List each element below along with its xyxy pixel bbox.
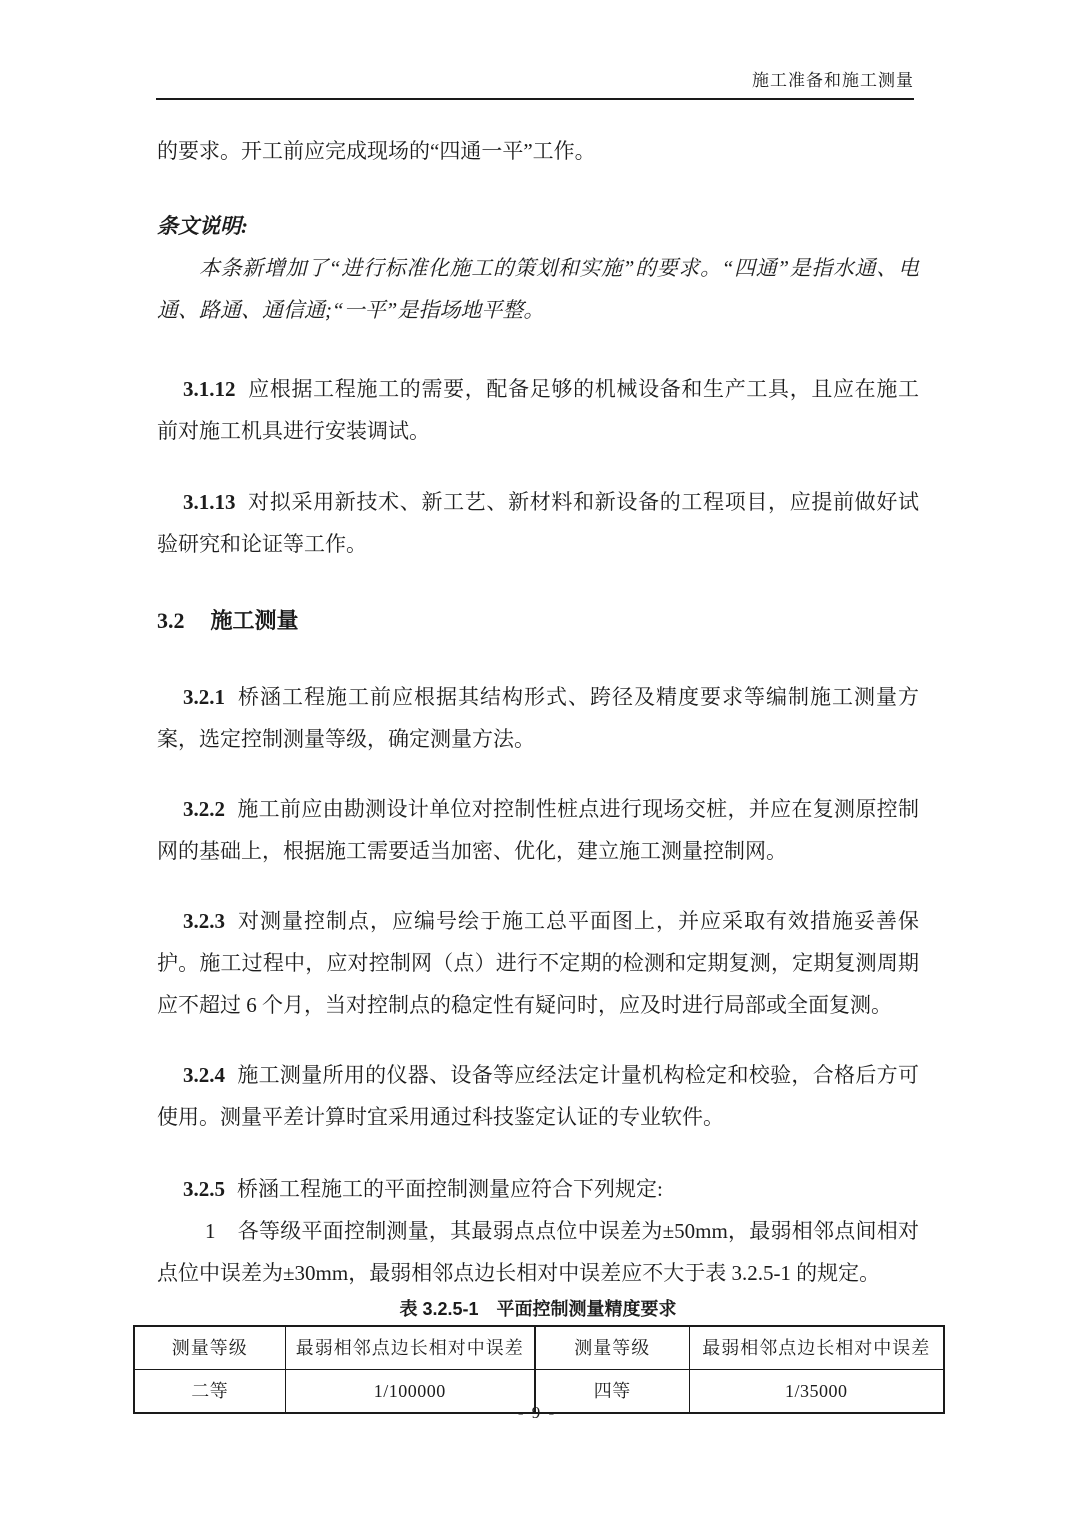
clause-3-1-13 — [157, 481, 919, 565]
clause-text: 应根据工程施工的需要，配备足够的机械设备和生产工具，且应在施工前对施工机具进行安装调试。 — [157, 377, 919, 443]
note-heading: 条文说明: — [157, 214, 248, 238]
clause-3-2-1 — [157, 676, 919, 760]
clause-number: 3.1.13 — [183, 490, 236, 514]
note-paragraph: 本条新增加了“进行标准化施工的策划和实施”的要求。“四通”是指水通、电通、路通、通信通;“一平”是指场地平整。 — [157, 256, 919, 322]
table-cell: 二等 — [134, 1370, 285, 1414]
clause-text: 桥涵工程施工前应根据其结构形式、跨径及精度要求等编制施工测量方案，选定控制测量等级，确定测量方法。 — [157, 685, 919, 751]
clause-number: 3.1.12 — [183, 377, 236, 401]
table-cell: 四等 — [535, 1370, 689, 1414]
clause-number: 3.2.5 — [183, 1177, 225, 1201]
intro-paragraph: 的要求。开工前应完成现场的“四通一平”工作。 — [157, 139, 596, 163]
clause-3-2-3 — [157, 900, 919, 1026]
page-footer — [0, 1403, 1074, 1423]
page-header — [156, 70, 914, 100]
clause-text: 对拟采用新技术、新工艺、新材料和新设备的工程项目，应提前做好试验研究和论证等工作。 — [157, 490, 919, 556]
section-title: 施工测量 — [210, 608, 299, 633]
page-number: - 9 - — [517, 1403, 557, 1422]
clause-3-2-2 — [157, 788, 919, 872]
running-header-title: 施工准备和施工测量 — [752, 71, 914, 90]
precision-table-wrap — [133, 1325, 943, 1414]
clause-number: 3.2.2 — [183, 797, 225, 821]
clause-number: 3.2.4 — [183, 1063, 225, 1087]
clause-text: 施工测量所用的仪器、设备等应经法定计量机构检定和校验，合格后方可使用。测量平差计算时宜采用通过科技鉴定认证的专业软件。 — [157, 1063, 919, 1129]
table-header-row — [134, 1326, 944, 1370]
precision-table — [133, 1325, 945, 1414]
clause-3-2-4 — [157, 1054, 919, 1138]
clause-text: 桥涵工程施工的平面控制测量应符合下列规定: — [237, 1177, 663, 1201]
table-cell: 1/35000 — [689, 1370, 944, 1414]
clause-text: 施工前应由勘测设计单位对控制性桩点进行现场交桩，并应在复测原控制网的基础上，根据施工需要适当加密、优化，建立施工测量控制网。 — [157, 797, 919, 863]
section-heading-3-2 — [157, 598, 919, 644]
clause-3-1-12 — [157, 368, 919, 452]
table-cell: 1/100000 — [285, 1370, 535, 1414]
clause-number: 3.2.1 — [183, 685, 225, 709]
clause-text: 对测量控制点，应编号绘于施工总平面图上，并应采取有效措施妥善保护。施工过程中，应对控制网（点）进行不定期的检测和定期复测，定期复测周期应不超过 6 个月，当对控制点的稳定性有疑问时，应及时进行局部或全面复测。 — [157, 909, 919, 1017]
list-item-1 — [157, 1210, 919, 1294]
clause-3-2-5 — [157, 1168, 919, 1210]
table-header-cell: 测量等级 — [535, 1326, 689, 1370]
section-number: 3.2 — [157, 608, 185, 633]
table-header-cell: 测量等级 — [134, 1326, 285, 1370]
list-item-text: 各等级平面控制测量，其最弱点点位中误差为±50mm，最弱相邻点间相对点位中误差为±30mm，最弱相邻点边长相对中误差应不大于表 3.2.5-1 的规定。 — [157, 1219, 919, 1285]
table-title: 表 3.2.5-1 平面控制测量精度要求 — [399, 1299, 677, 1319]
clause-number: 3.2.3 — [183, 909, 225, 933]
list-item-number: 1 — [205, 1219, 216, 1243]
page-body — [157, 130, 931, 1414]
table-header-cell: 最弱相邻点边长相对中误差 — [285, 1326, 535, 1370]
table-header-cell: 最弱相邻点边长相对中误差 — [689, 1326, 944, 1370]
